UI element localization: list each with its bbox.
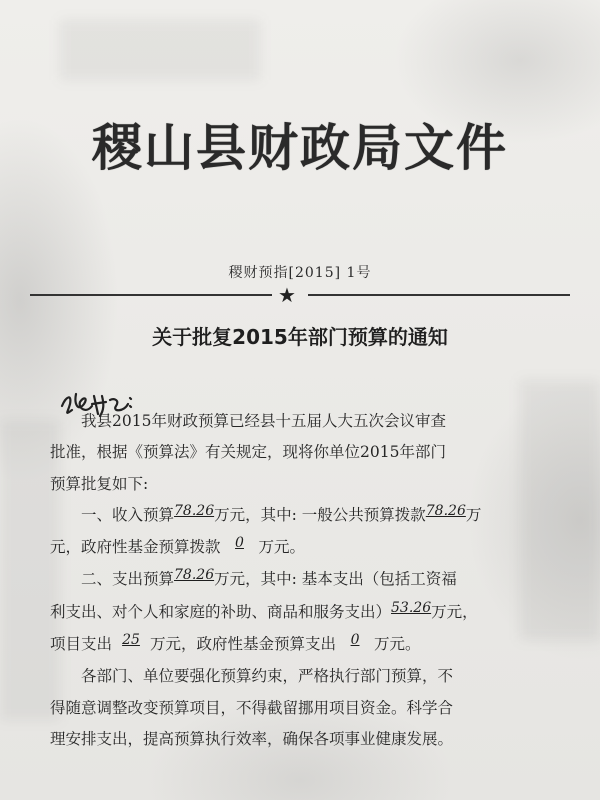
fund-expense-handwritten-value: 0	[350, 632, 360, 649]
expense-total-handwritten-value: 78.26	[174, 567, 215, 584]
income-line	[50, 500, 555, 532]
income-line-continued	[50, 532, 555, 564]
scan-shadow	[60, 20, 260, 80]
expense-line-continued	[50, 629, 555, 661]
paragraph-line: 预算批复如下:	[50, 474, 149, 493]
document-body	[50, 406, 555, 755]
income-text: 万元。	[258, 538, 306, 557]
closing-line: 理安排支出，提高预算执行效率，确保各项事业健康发展。	[50, 729, 454, 748]
document-header-title: 稷山县财政局文件	[92, 118, 508, 177]
expense-label: 二、支出预算	[81, 570, 175, 589]
general-budget-handwritten-value: 78.26	[425, 502, 466, 519]
divider-line-right	[308, 294, 570, 296]
closing-line: 得随意调整改变预算项目，不得截留挪用项目资金。科学合	[50, 698, 454, 717]
document-number: 稷财预指[2015] 1号	[228, 265, 372, 281]
income-total-handwritten-value: 78.26	[174, 502, 215, 519]
fund-income-handwritten-value: 0	[235, 535, 244, 552]
star-icon: ★	[278, 283, 296, 307]
paragraph-line: 批准，根据《预算法》有关规定，现将你单位2015年部门	[50, 443, 446, 462]
basic-expense-handwritten-value: 53.26	[391, 599, 432, 616]
paragraph-line: 我县2015年财政预算已经县十五届人大五次会议审查	[81, 412, 446, 430]
divider-line-left	[30, 294, 272, 296]
project-expense-handwritten-value: 25	[122, 632, 140, 649]
income-label: 一、收入预算	[81, 505, 175, 524]
closing-line: 各部门、单位要强化预算约束，严格执行部门预算，不	[81, 667, 454, 686]
expense-text: 项目支出	[50, 635, 113, 654]
income-text: 元，政府性基金预算拨款	[50, 538, 221, 557]
expense-text: 万元，其中: 基本支出（包括工资福	[214, 570, 457, 589]
expense-text: 万元，政府性基金预算支出	[150, 635, 337, 654]
income-text: 万	[465, 505, 482, 524]
income-text: 万元，其中: 一般公共预算拨款	[214, 505, 426, 524]
expense-line	[50, 564, 555, 596]
header-divider	[30, 283, 570, 307]
expense-text: 利支出、对个人和家庭的补助、商品和服务支出）	[50, 602, 392, 621]
expense-text: 万元。	[374, 635, 421, 654]
notice-title: 关于批复2015年部门预算的通知	[152, 325, 448, 349]
expense-text: 万元，	[431, 602, 478, 621]
